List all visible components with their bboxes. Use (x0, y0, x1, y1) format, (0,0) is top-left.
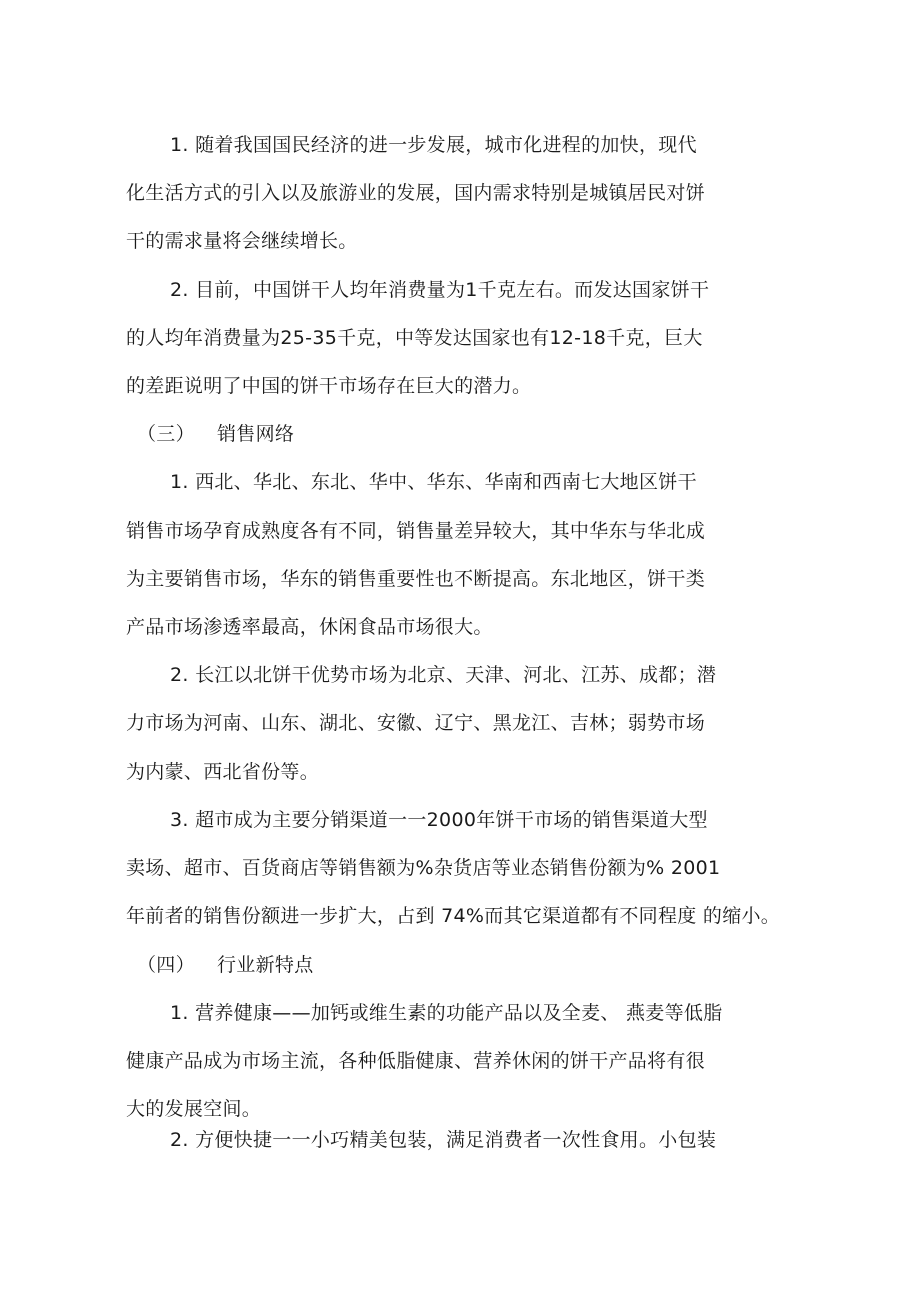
paragraph-line: 大的发展空间。 (126, 1098, 262, 1120)
paragraph-line: 卖场、超市、百货商店等销售额为%杂货店等业态销售份额为% 2001 (126, 857, 721, 879)
paragraph-line: 干的需求量将会继续增长。 (126, 230, 358, 252)
section-heading (137, 953, 314, 977)
paragraph-line: 的差距说明了中国的饼干市场存在巨大的潜力。 (126, 375, 532, 397)
section-number: （三） (137, 423, 195, 445)
section-title: 销售网络 (217, 423, 295, 445)
paragraph-line: 2. 方便快捷一一小巧精美包装，满足消费者一次性食用。小包装 (170, 1129, 717, 1151)
paragraph-line: 2. 目前，中国饼干人均年消费量为1千克左右。而发达国家饼干 (170, 279, 710, 301)
paragraph-line: 销售市场孕育成熟度各有不同，销售量差异较大，其中华东与华北成 (126, 520, 706, 542)
paragraph-line: 产品市场渗透率最高，休闲食品市场很大。 (126, 616, 493, 638)
paragraph-line: 化生活方式的引入以及旅游业的发展，国内需求特别是城镇居民对饼 (126, 182, 706, 204)
paragraph-line: 年前者的销售份额进一步扩大，占到 74%而其它渠道都有不同程度 的缩小。 (126, 905, 781, 927)
section-number: （四） (137, 954, 195, 976)
paragraph-line: 为主要销售市场，华东的销售重要性也不断提高。东北地区，饼干类 (126, 568, 706, 590)
section-heading (137, 422, 294, 446)
paragraph-line: 的人均年消费量为25-35千克，中等发达国家也有12-18千克，巨大 (126, 327, 703, 349)
paragraph-line: 健康产品成为市场主流，各种低脂健康、营养休闲的饼干产品将有很 (126, 1050, 706, 1072)
paragraph-line: 3. 超市成为主要分销渠道一一2000年饼干市场的销售渠道大型 (170, 809, 708, 831)
paragraph-line: 1. 随着我国国民经济的进一步发展，城市化进程的加快，现代 (170, 134, 697, 156)
paragraph-line: 1. 营养健康——加钙或维生素的功能产品以及全麦、 燕麦等低脂 (170, 1002, 723, 1024)
paragraph-line: 为内蒙、西北省份等。 (126, 761, 320, 783)
section-title: 行业新特点 (217, 954, 314, 976)
paragraph-line: 力市场为河南、山东、湖北、安徽、辽宁、黑龙江、吉林；弱势市场 (126, 712, 706, 734)
paragraph-line: 1. 西北、华北、东北、华中、华东、华南和西南七大地区饼干 (170, 471, 697, 493)
paragraph-line: 2. 长江以北饼干优势市场为北京、天津、河北、江苏、成都；潜 (170, 664, 717, 686)
